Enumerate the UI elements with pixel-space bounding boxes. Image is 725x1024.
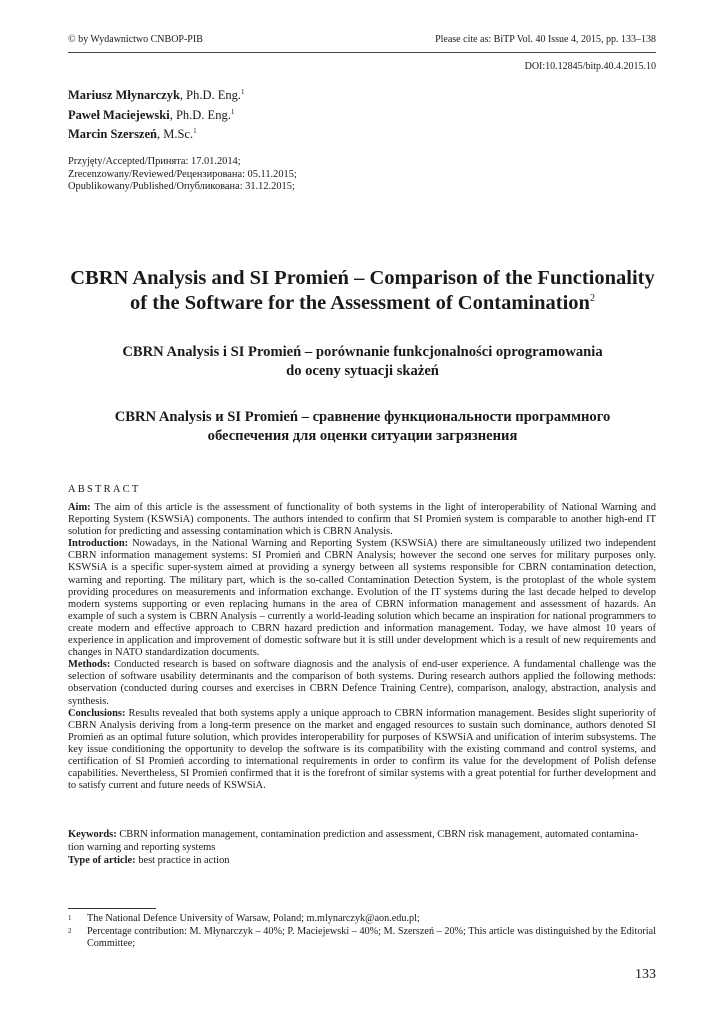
author-1 xyxy=(68,86,245,106)
keywords xyxy=(68,828,656,841)
section-label: Aim: xyxy=(68,502,91,513)
footnote-number: 1 xyxy=(68,914,72,922)
footnote-text: Percentage contribution: M. Młynarczyk – 40%; P. Maciejewski – 40%; M. Szerszeń – 20%; This article was distinguished by the Editorial Committee; xyxy=(87,925,656,950)
keywords-text: CBRN information management, contamination prediction and assessment, CBRN risk management, automated contamina- xyxy=(116,829,639,840)
author-3 xyxy=(68,125,245,145)
citation-note: Please cite as: BiTP Vol. 40 Issue 4, 2015, pp. 133–138 xyxy=(435,34,656,45)
footnote-1 xyxy=(68,913,656,926)
article-title-russian xyxy=(60,408,665,445)
article-type-label: Type of article: xyxy=(68,855,136,867)
article-type xyxy=(68,854,656,867)
author-degree: , Ph.D. Eng. xyxy=(169,107,231,122)
article-type-text: best practice in action xyxy=(135,855,230,867)
abstract-body xyxy=(68,502,656,792)
footnote-number: 2 xyxy=(68,926,72,935)
published-date: Opublikowany/Published/Опубликована: 31.12.2015; xyxy=(68,181,295,193)
keywords-continued: tion warning and reporting systems xyxy=(68,842,216,854)
page-number: 133 xyxy=(635,967,656,982)
title-line: CBRN Analysis и SI Promień – сравнение функциональности программного xyxy=(114,409,611,425)
keywords-block xyxy=(68,828,656,868)
header-divider xyxy=(68,52,656,53)
affiliation-marker: 1 xyxy=(230,107,235,116)
author-2 xyxy=(68,106,245,126)
keywords-label: Keywords: xyxy=(68,829,117,840)
title-line-text: of the Software for the Assessment of Contamination xyxy=(130,292,590,314)
doi: DOI:10.12845/bitp.40.4.2015.10 xyxy=(524,61,656,72)
author-degree: , M.Sc. xyxy=(156,127,194,141)
author-name: Mariusz Młynarczyk xyxy=(68,88,180,102)
abstract-introduction xyxy=(68,538,656,659)
author-degree: , Ph.D. Eng. xyxy=(179,88,242,102)
publication-dates xyxy=(68,156,297,194)
section-label: Methods: xyxy=(68,659,111,671)
abstract-aim xyxy=(68,502,656,538)
footnote-marker: 2 xyxy=(589,293,595,305)
author-name: Marcin Szerszeń xyxy=(68,127,157,141)
affiliation-marker: 1 xyxy=(193,126,197,135)
title-line xyxy=(40,291,685,316)
author-name: Paweł Maciejewski xyxy=(68,107,170,122)
article-title-polish xyxy=(60,343,665,380)
footnote-text: The National Defence University of Warsaw, Poland; m.mlynarczyk@aon.edu.pl; xyxy=(87,913,420,924)
section-text: Conducted research is based on software diagnosis and the analysis of end-user experience. A fundamental challenge was the selection of software usability determinants and the comparison of both systems. During research authors applied the following methods: observation (conducted during courses and exercises in CBRN Defence Training Centre), comparison, analogy, abstraction, analysis and synthesis. xyxy=(68,659,656,707)
abstract-methods xyxy=(68,659,656,707)
title-line: обеспечения для оценки ситуации загрязнения xyxy=(207,427,518,444)
title-line: do oceny sytuacji skażeń xyxy=(286,362,439,379)
footnote-2 xyxy=(68,926,656,951)
section-label: Conclusions: xyxy=(68,707,126,719)
section-label: Introduction: xyxy=(68,538,129,550)
author-list xyxy=(68,86,245,145)
section-text: Results revealed that both systems apply a unique approach to CBRN information management. Besides slight superiority of CBRN Analysis deriving from a long-term presence on the market and engaged resources to sustain such dominance, authors denoted SI Promień as an optimal future solution, which provides interoperability for purposes of KSWSiA and unification of interim subsystems. The key issue conditioning the opportunity to develop the software is its compatibility with the existing command and control systems, and certification of SI Promień according to international requirements in order to confirm its value for the development of Polish defense capabilities. Nevertheless, SI Promień confirmed that it is the forefront of similar systems with a great potential for further development and to satisfy current and future needs of KSWSiA. xyxy=(68,707,656,792)
footnotes xyxy=(68,913,656,951)
section-text: Nowadays, in the National Warning and Reporting System (KSWSiA) there are simultaneously utilized two independent CBRN information management systems: SI Promień and CBRN Analysis; however the second one serves for military purposes only. KSWSiA is a specific super-system aimed at providing a synergy between all systems responsible for CBRN contamination detection, warning and reporting. The military part, which is the so-called Contamination Detection System, is the protoplast of the whole system providing procedures on measurements and information exchange. Evolution of the IT systems during the last decade helped to develop modern systems supporting or even replacing humans in the area of CBRN information management and assessment of hazards. An example of such a system is CBRN Analysis – currently a world-leading solution which became an inspiration for national programmers to create modern and effective approach to CBRN hazard prediction and information management. Today, we have almost 10 years of experience in application and improvement of domestic software but it is still under development which is a result of new requirements and changes in NATO standardization documents. xyxy=(68,538,656,659)
section-text: The aim of this article is the assessment of functionality of both systems in the light of interoperability of National Warning and Reporting System (KSWSiA) components. The authors intended to confirm that SI Promień system is comparable to another high-end IT solution for predicting and assessing contamination which is CBRN Analysis. xyxy=(68,502,656,538)
footnote-divider xyxy=(68,908,156,909)
affiliation-marker: 1 xyxy=(241,87,245,96)
reviewed-date: Zrecenzowany/Reviewed/Рецензирована: 05.11.2015; xyxy=(68,168,297,180)
abstract-conclusions xyxy=(68,708,656,793)
article-title-english xyxy=(40,266,685,316)
title-line: CBRN Analysis i SI Promień – porównanie funkcjonalności oprogramowania xyxy=(122,344,603,360)
publisher-notice: © by Wydawnictwo CNBOP-PIB xyxy=(68,34,203,45)
title-line: CBRN Analysis and SI Promień – Comparison of the Functionality xyxy=(70,267,655,289)
abstract-heading: ABSTRACT xyxy=(68,484,141,495)
accepted-date: Przyjęty/Accepted/Принята: 17.01.2014; xyxy=(68,156,241,167)
